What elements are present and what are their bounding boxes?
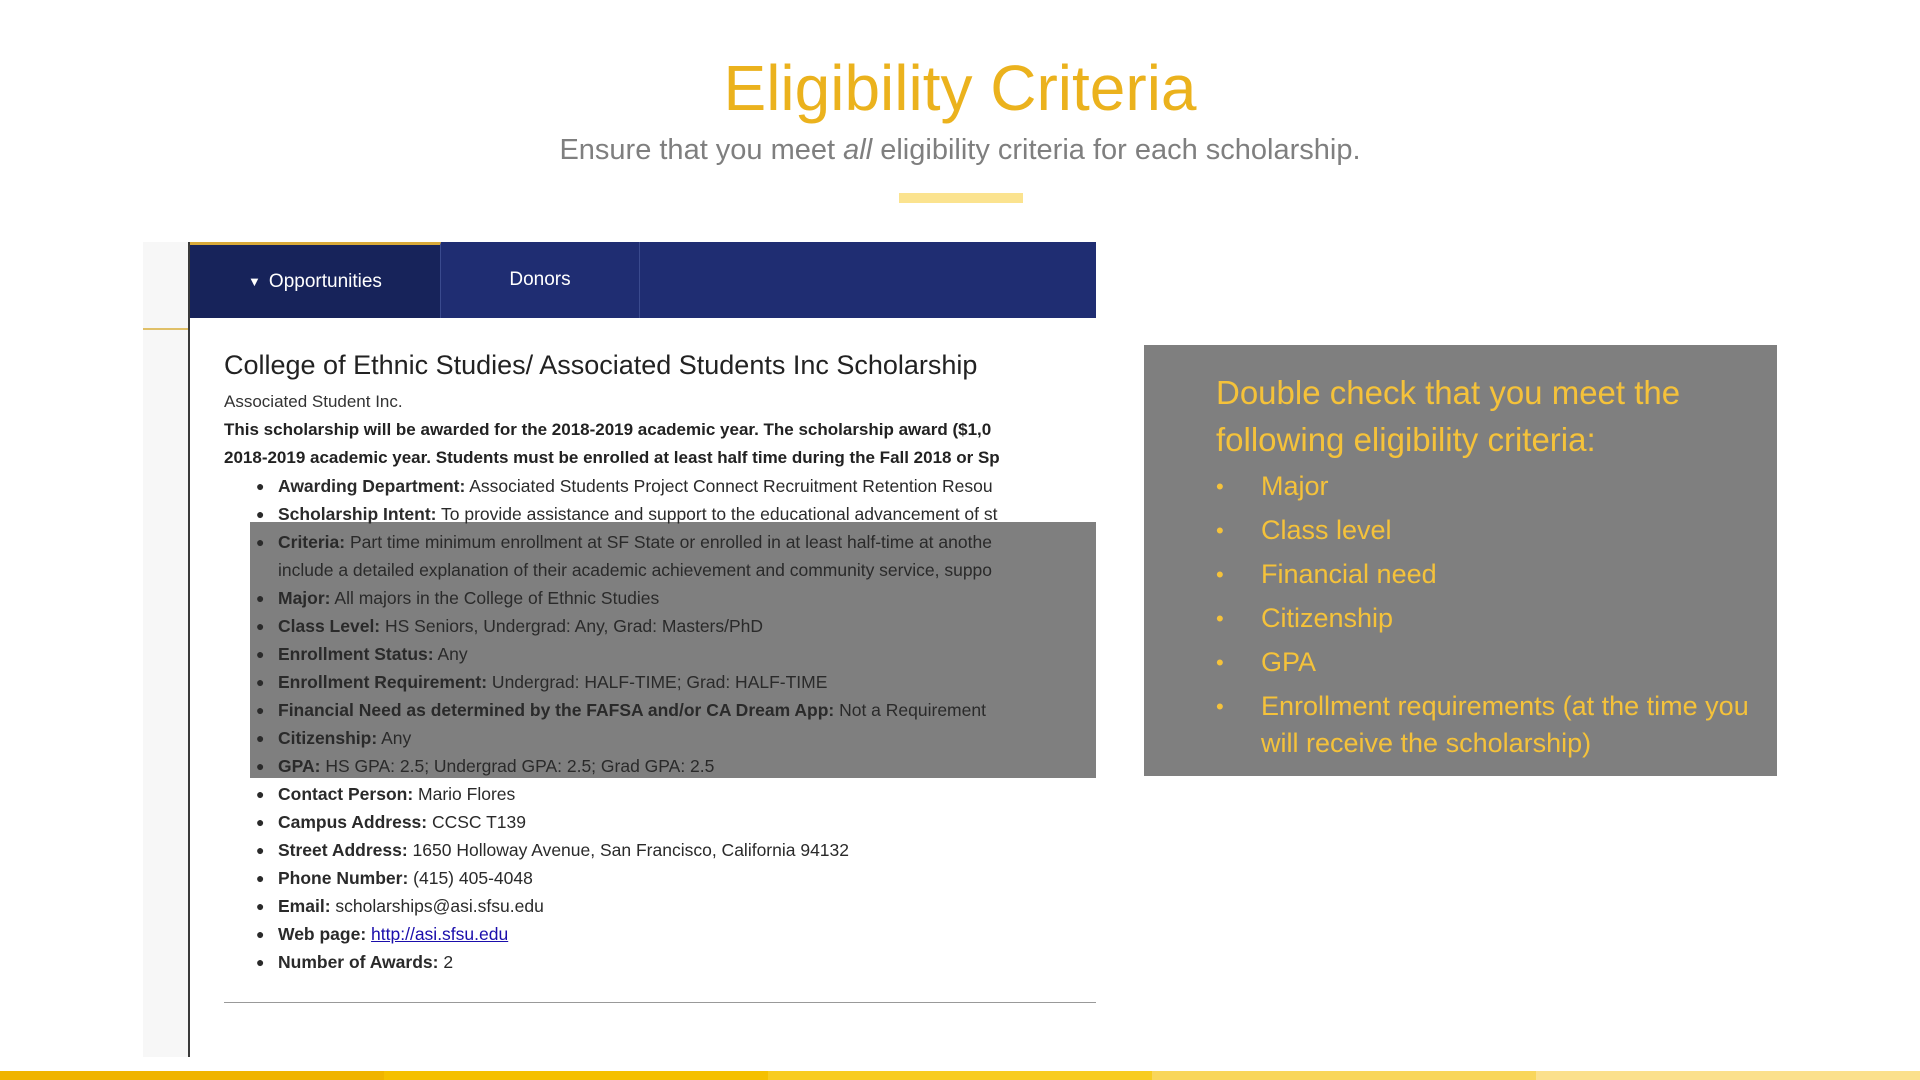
detail-item [250, 696, 998, 724]
detail-label: Street Address: [278, 840, 408, 860]
detail-label: GPA: [278, 756, 321, 776]
slide-title: Eligibility Criteria [723, 52, 1197, 124]
detail-value: Mario Flores [413, 784, 516, 804]
bullet-icon: ● [256, 898, 265, 914]
slide-subtitle [0, 132, 1920, 168]
detail-item [250, 584, 998, 612]
checklist-item [1216, 468, 1756, 505]
checklist-box [1144, 345, 1777, 776]
detail-label: Criteria: [278, 532, 346, 552]
bullet-icon: ● [256, 758, 265, 774]
bullet-icon: ● [256, 506, 265, 522]
opportunity-details [250, 472, 998, 976]
stripe-segment [1152, 1071, 1536, 1080]
checklist [1216, 468, 1756, 769]
detail-value: To provide assistance and support to the educational advancement of st [436, 504, 998, 524]
screenshot-gutter [143, 242, 190, 1057]
checklist-item [1216, 644, 1756, 681]
detail-value: Associated Students Project Connect Recruitment Retention Resou [465, 476, 993, 496]
bullet-icon: ● [256, 590, 265, 606]
tab-opportunities[interactable] [190, 242, 441, 318]
detail-label: Scholarship Intent: [278, 504, 437, 524]
checklist-item-label: Enrollment requirements (at the time you will receive the scholarship) [1261, 691, 1749, 758]
bullet-icon: ● [256, 730, 265, 746]
detail-item [250, 612, 998, 640]
tab-opportunities-label: Opportunities [268, 270, 382, 292]
detail-item [250, 528, 998, 584]
accent-bar [899, 193, 1023, 203]
detail-value: HS Seniors, Undergrad: Any, Grad: Masters/PhD [380, 616, 764, 636]
detail-value: Any [433, 644, 468, 664]
detail-item [250, 808, 998, 836]
detail-label: Email: [278, 896, 331, 916]
bottom-stripe [0, 1071, 1920, 1080]
detail-value: (415) 405-4048 [408, 868, 533, 888]
detail-value-continued: include a detailed explanation of their academic achievement and community service, suppo [278, 560, 993, 580]
detail-label: Citizenship: [278, 728, 378, 748]
detail-value: scholarships@asi.sfsu.edu [330, 896, 544, 916]
opportunity-description-line: This scholarship will be awarded for the 2018-2019 academic year. The scholarship award ($1,0 [224, 420, 992, 439]
bullet-icon: • [1216, 518, 1224, 543]
stripe-segment [1536, 1071, 1920, 1080]
checklist-item [1216, 556, 1756, 593]
subtitle-emphasis: all [843, 134, 873, 166]
tab-donors[interactable] [441, 242, 640, 318]
bullet-icon: • [1216, 694, 1224, 719]
bullet-icon: • [1216, 474, 1224, 499]
detail-value: 2 [438, 952, 454, 972]
detail-value: Any [377, 728, 412, 748]
bullet-icon: ● [256, 618, 265, 634]
web-page-link[interactable]: http://asi.sfsu.edu [371, 924, 509, 944]
detail-label: Enrollment Requirement: [278, 672, 488, 692]
subtitle-text-after: eligibility criteria for each scholarship. [872, 134, 1361, 166]
bullet-icon: ● [256, 646, 265, 662]
checklist-item [1216, 512, 1756, 549]
scholarship-screenshot [190, 242, 1096, 1057]
detail-item [250, 500, 998, 528]
detail-value: HS GPA: 2.5; Undergrad GPA: 2.5; Grad GPA: 2.5 [320, 756, 715, 776]
caret-down-icon: ▼ [248, 274, 261, 289]
divider [224, 1002, 1096, 1003]
bullet-icon: ● [256, 814, 265, 830]
detail-item [250, 864, 998, 892]
detail-label: Web page: [278, 924, 367, 944]
detail-label: Class Level: [278, 616, 381, 636]
subtitle-text-before: Ensure that you meet [559, 134, 844, 166]
detail-label: Awarding Department: [278, 476, 466, 496]
detail-value: Not a Requirement [834, 700, 986, 720]
detail-label: Number of Awards: [278, 952, 439, 972]
bullet-icon: • [1216, 562, 1224, 587]
detail-label: Campus Address: [278, 812, 428, 832]
navbar [190, 242, 1096, 318]
bullet-icon: ● [256, 534, 265, 550]
detail-item [250, 780, 998, 808]
bullet-icon: ● [256, 702, 265, 718]
opportunity-description-line: 2018-2019 academic year. Students must be enrolled at least half time during the Fall 2018 or Sp [224, 448, 1000, 467]
bullet-icon: ● [256, 926, 265, 942]
screenshot-gutter-line [143, 328, 190, 330]
detail-item [250, 668, 998, 696]
stripe-segment [0, 1071, 384, 1080]
checklist-item-label: Class level [1261, 515, 1392, 545]
detail-value: 1650 Holloway Avenue, San Francisco, California 94132 [407, 840, 850, 860]
stripe-segment [384, 1071, 768, 1080]
opportunity-title: College of Ethnic Studies/ Associated Students Inc Scholarship [224, 350, 978, 380]
tab-donors-label: Donors [509, 269, 571, 290]
bullet-icon: ● [256, 954, 265, 970]
stripe-segment [768, 1071, 1152, 1080]
checklist-item-label: Citizenship [1261, 603, 1394, 633]
bullet-icon: ● [256, 478, 265, 494]
detail-item [250, 640, 998, 668]
opportunity-org: Associated Student Inc. [224, 392, 403, 411]
checklist-item [1216, 688, 1756, 762]
detail-item [250, 948, 998, 976]
detail-value: Undergrad: HALF-TIME; Grad: HALF-TIME [487, 672, 828, 692]
detail-item [250, 920, 998, 948]
detail-item [250, 892, 998, 920]
bullet-icon: • [1216, 650, 1224, 675]
checklist-item [1216, 600, 1756, 637]
detail-item [250, 836, 998, 864]
detail-label: Enrollment Status: [278, 644, 434, 664]
bullet-icon: ● [256, 842, 265, 858]
detail-value: CCSC T139 [427, 812, 526, 832]
detail-label: Major: [278, 588, 331, 608]
detail-item [250, 752, 998, 780]
bullet-icon: ● [256, 674, 265, 690]
detail-label: Financial Need as determined by the FAFSA and/or CA Dream App: [278, 700, 835, 720]
detail-item [250, 724, 998, 752]
detail-label: Contact Person: [278, 784, 414, 804]
detail-item [250, 472, 998, 500]
bullet-icon: • [1216, 606, 1224, 631]
detail-value: All majors in the College of Ethnic Studies [330, 588, 660, 608]
checklist-item-label: Financial need [1261, 559, 1437, 589]
detail-value: Part time minimum enrollment at SF State or enrolled in at least half-time at anothe [345, 532, 992, 552]
checklist-heading: Double check that you meet the following eligibility criteria: [1216, 374, 1681, 458]
checklist-item-label: GPA [1261, 647, 1317, 677]
detail-label: Phone Number: [278, 868, 409, 888]
bullet-icon: ● [256, 786, 265, 802]
checklist-item-label: Major [1261, 471, 1329, 501]
bullet-icon: ● [256, 870, 265, 886]
